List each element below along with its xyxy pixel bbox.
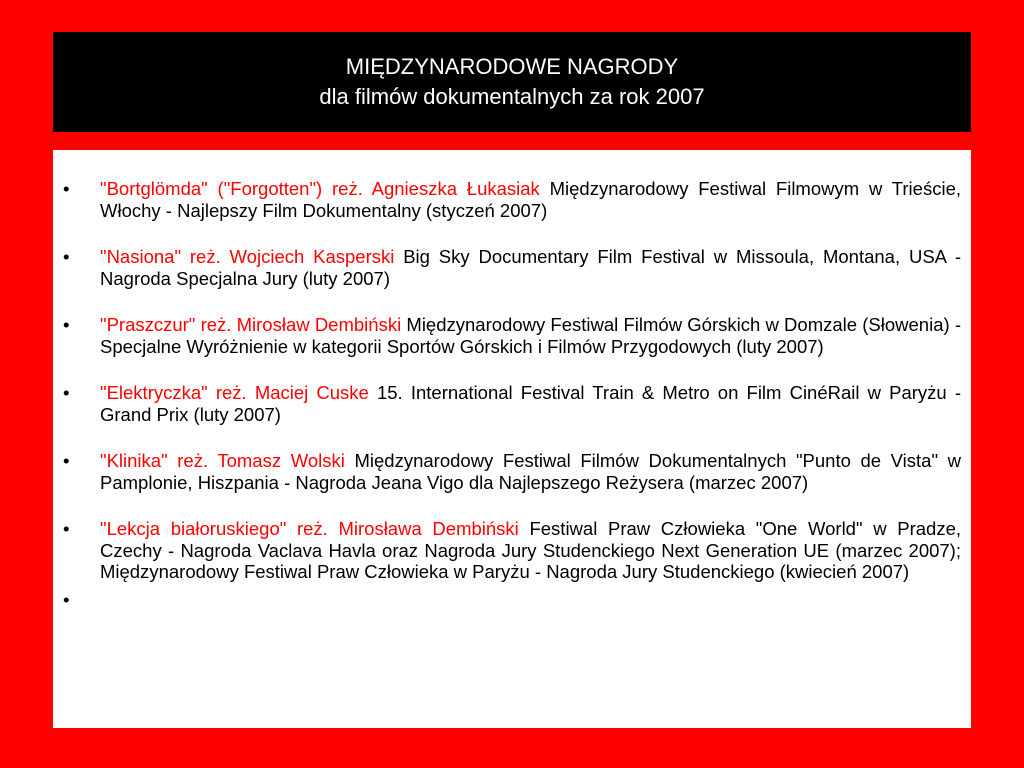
empty-list-item: [63, 588, 961, 611]
slide-subtitle: dla filmów dokumentalnych za rok 2007: [319, 84, 705, 109]
slide-content-box: [53, 150, 971, 728]
bullet-icon: •: [63, 246, 70, 267]
bullet-icon: •: [63, 450, 70, 471]
award-item: [63, 382, 961, 425]
award-film-title: "Lekcja białoruskiego" reż. Mirosława Dembiński: [100, 518, 519, 539]
award-description: Międzynarodowy Festiwal Filmów Górskich w Domzale (Słowenia) - Specjalne Wyróżnienie w kategorii Sportów Górskich i Filmów Przygodowych (luty 2007): [100, 314, 962, 357]
bullet-icon: •: [63, 382, 70, 403]
bullet-icon: •: [63, 314, 70, 335]
slide-title-box: [53, 32, 971, 132]
award-item: [63, 450, 962, 493]
bullet-icon: •: [63, 178, 70, 199]
award-description: Międzynarodowy Festiwal Filmów Dokumentalnych "Punto de Vista" w Pamplonie, Hiszpania - Nagroda Jeana Vigo dla Najlepszego Reżysera (marzec 2007): [100, 450, 962, 493]
award-item: [63, 178, 961, 221]
slide-title: MIĘDZYNARODOWE NAGRODY: [345, 54, 679, 79]
award-description: 15. International Festival Train & Metro on Film CinéRail w Paryżu - Grand Prix (luty 2007): [100, 382, 961, 425]
award-list: [63, 178, 962, 610]
award-description: Festiwal Praw Człowieka "One World" w Pradze, Czechy - Nagroda Vaclava Havla oraz Nagroda Jury Studenckiego Next Generation UE (marzec 2007); Międzynarodowy Festiwal Praw Człowieka w Paryżu - Nagroda Jury Studenckiego (kwiecień 2007): [100, 518, 962, 582]
award-item: [63, 518, 962, 583]
award-item: [63, 246, 961, 289]
award-film-title: "Bortglömda" ("Forgotten") reż. Agnieszka Łukasiak: [100, 178, 540, 199]
award-item: [63, 314, 962, 357]
award-description: Big Sky Documentary Film Festival w Missoula, Montana, USA - Nagroda Specjalna Jury (luty 2007): [100, 246, 961, 289]
bullet-icon: •: [63, 518, 70, 539]
award-film-title: "Elektryczka" reż. Maciej Cuske: [100, 382, 369, 403]
award-film-title: "Praszczur" reż. Mirosław Dembiński: [100, 314, 402, 335]
award-description: Międzynarodowy Festiwal Filmowym w Trieście, Włochy - Najlepszy Film Dokumentalny (styczeń 2007): [100, 178, 961, 221]
bullet-icon: •: [63, 588, 70, 610]
award-film-title: "Nasiona" reż. Wojciech Kasperski: [100, 246, 395, 267]
award-film-title: "Klinika" reż. Tomasz Wolski: [100, 450, 345, 471]
